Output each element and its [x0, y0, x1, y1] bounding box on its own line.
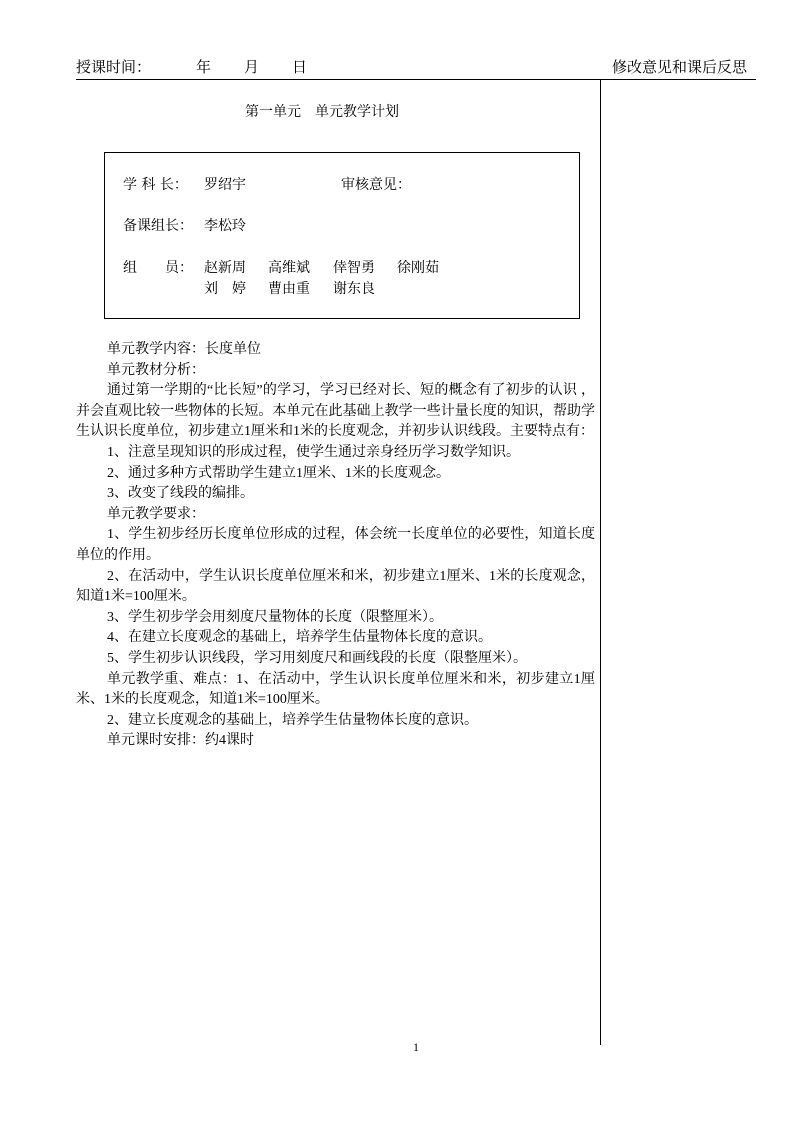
analysis-paragraph: 通过第一学期的“比长短”的学习，学习已经对长、短的概念有了初步的认识 ，并会直观比较一些物体的长短。本单元在此基础上教学一些计量长度的知识，帮助学生认识长度单位，初步建立1厘米和1米的长度观念，并初步认识线段。主要特点有： [76, 383, 595, 440]
feature-item: 2、通过多种方式帮助学生建立1厘米、1米的长度观念。 [107, 465, 450, 481]
members-label: 组 员： [123, 260, 193, 276]
teaching-time-label: 授课时间： [76, 58, 152, 76]
review-opinion-label: 审核意见： [341, 177, 411, 193]
key-points-continued: 2、建立长度观念的基础上，培养学生估量物体长度的意识。 [107, 712, 478, 728]
subject-head-name: 罗绍宇 [204, 177, 246, 193]
revision-notes-label: 修改意见和课后反思 [612, 58, 748, 76]
member-name: 谢东良 [333, 281, 375, 297]
requirement-item: 3、学生初步学会用刻度尺量物体的长度（限整厘米）。 [107, 609, 443, 625]
requirements-heading: 单元教学要求： [107, 506, 205, 522]
analysis-heading: 单元教材分析： [107, 362, 205, 378]
requirement-item: 5、学生初步认识线段，学习用刻度尺和画线段的长度（限整厘米）。 [107, 650, 527, 666]
notes-column-divider [600, 80, 601, 1045]
requirement-item: 4、在建立长度观念的基础上，培养学生估量物体长度的意识。 [107, 630, 492, 646]
page-title: 第一单元 单元教学计划 [245, 104, 399, 120]
member-name: 曹由重 [268, 281, 310, 297]
staff-box [104, 152, 580, 319]
feature-item: 1、注意呈现知识的形成过程，使学生通过亲身经历学习数学知识。 [107, 444, 520, 460]
group-leader-name: 李松玲 [204, 218, 246, 234]
subject-head-label: 学 科 长： [123, 177, 188, 193]
year-label: 年 [196, 58, 212, 76]
class-schedule: 单元课时安排：约4课时 [107, 733, 254, 749]
month-label: 月 [244, 58, 260, 76]
unit-content: 单元教学内容：长度单位 [107, 342, 261, 357]
member-name: 徐刚茹 [397, 260, 439, 276]
member-name: 高维斌 [268, 260, 310, 276]
requirement-item: 2、在活动中，学生认识长度单位厘米和米，初步建立1厘米、1米的长度观念，知道1米=100厘米。 [76, 568, 595, 605]
key-points: 单元教学重、难点：1、在活动中，学生认识长度单位厘米和米，初步建立1厘米、1米的长度观念，知道1米=100厘米。 [76, 671, 595, 708]
member-name: 赵新周 [204, 260, 246, 276]
unit-plan-body [76, 340, 595, 752]
feature-item: 3、改变了线段的编排。 [107, 486, 254, 502]
member-name: 刘 婷 [204, 281, 246, 297]
requirement-item: 1、学生初步经历长度单位形成的过程，体会统一长度单位的必要性，知道长度单位的作用。 [76, 527, 595, 563]
group-leader-label: 备课组长： [123, 218, 193, 234]
page-number: 1 [413, 1040, 419, 1054]
day-label: 日 [292, 58, 308, 76]
header-rule [76, 79, 756, 80]
member-name: 倖智勇 [333, 260, 375, 276]
